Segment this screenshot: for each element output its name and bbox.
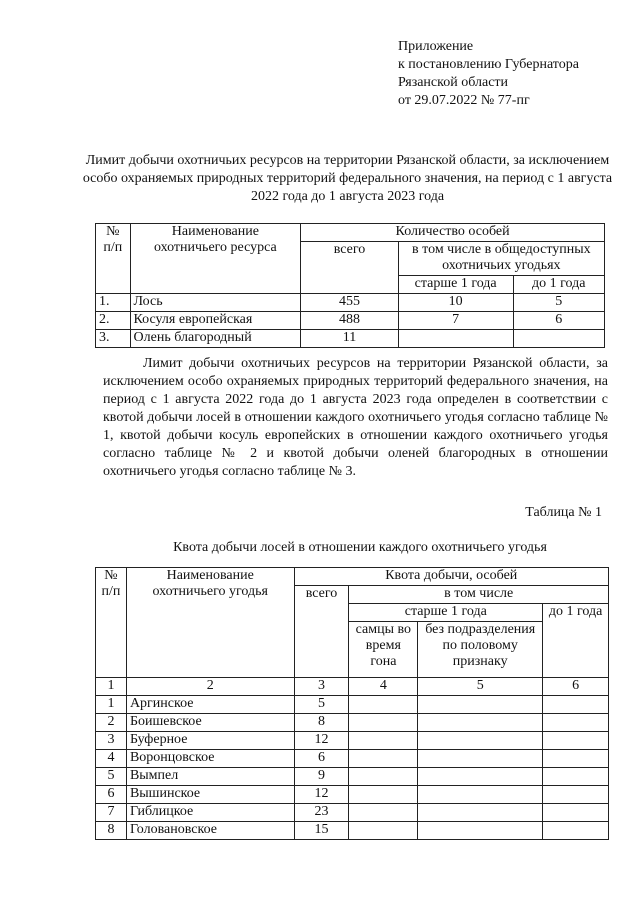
row-num: 4 [96,750,127,768]
row-cell [349,768,418,786]
row-older [398,330,513,348]
row-total: 488 [301,312,399,330]
row-name: Боишевское [126,714,294,732]
table-row [96,804,609,822]
row-cell [543,732,609,750]
table-row [96,732,609,750]
quota-table [95,567,609,840]
row-name: Воронцовское [126,750,294,768]
row-total: 12 [294,732,349,750]
col-number: 4 [349,678,418,696]
row-cell [418,786,543,804]
row-name: Вымпел [126,768,294,786]
row-cell [418,768,543,786]
header-under: до 1 года [543,604,609,678]
row-num: 5 [96,768,127,786]
header-under: до 1 года [513,276,604,294]
row-cell [349,714,418,732]
row-cell [349,696,418,714]
col-number: 2 [126,678,294,696]
col-number: 5 [418,678,543,696]
col-number: 3 [294,678,349,696]
limit-paragraph: Лимит добычи охотничьих ресурсов на территории Рязанской области, за исключением особо охраняемых природных территорий федерального значения, на период с 1 августа 2022 года до 1 августа 2023 года определен в соответствии с квотой добычи лосей в отношении каждого охотничьего угодья согласно таблице № 1, квотой добычи косуль европейских в отношении каждого охотничьего угодья согласно таблице № 2 и квотой добычи оленей благородных в отношении охотничьего угодья согласно таблице № 3. [103,356,608,479]
row-num: 1. [96,294,131,312]
row-total: 5 [294,696,349,714]
limit-title: Лимит добычи охотничьих ресурсов на территории Рязанской области, за исключением особо охраняемых природных территорий федерального значения, на период с 1 августа 2022 года до 1 августа 2023 года [82,153,613,204]
quota-title: Квота добычи лосей в отношении каждого охотничьего угодья [173,540,547,555]
row-total: 8 [294,714,349,732]
row-cell [349,822,418,840]
column-number-row [96,678,609,696]
table-label: Таблица № 1 [525,505,602,520]
appendix-line: Рязанской области [398,75,509,90]
table-row [96,294,605,312]
header-resource-name: Наименование охотничьего ресурса [130,224,301,294]
row-cell [543,804,609,822]
header-ground-name: Наименование охотничьего угодья [126,568,294,678]
header-older: старше 1 года [349,604,543,622]
row-cell [418,696,543,714]
row-num: 7 [96,804,127,822]
table-row [96,786,609,804]
row-num: 1 [96,696,127,714]
header-total: всего [301,242,399,294]
limit-table [95,223,605,348]
header-males-rut: самцы во время гона [349,622,418,678]
col-number: 1 [96,678,127,696]
table-row [96,312,605,330]
appendix-line: к постановлению Губернатора [398,57,579,72]
appendix-date: от 29.07.2022 № 77-пг [398,93,530,108]
row-total: 23 [294,804,349,822]
row-name: Косуля европейская [130,312,301,330]
appendix-block [398,38,579,110]
row-cell [543,750,609,768]
row-num: 6 [96,786,127,804]
header-no-sex: без подразделения по половому признаку [418,622,543,678]
row-cell [418,714,543,732]
row-num: 3. [96,330,131,348]
header-num: № п/п [96,224,131,294]
row-total: 12 [294,786,349,804]
row-total: 11 [301,330,399,348]
row-name: Головановское [126,822,294,840]
header-older: старше 1 года [398,276,513,294]
row-cell [349,732,418,750]
row-under: 5 [513,294,604,312]
row-num: 8 [96,822,127,840]
row-older: 7 [398,312,513,330]
row-cell [349,786,418,804]
header-num: № п/п [96,568,127,678]
table-row [96,696,609,714]
row-cell [543,786,609,804]
row-under [513,330,604,348]
row-num: 2. [96,312,131,330]
row-name: Вышинское [126,786,294,804]
table-row [96,714,609,732]
row-cell [418,822,543,840]
row-cell [543,768,609,786]
row-cell [349,804,418,822]
row-num: 2 [96,714,127,732]
row-cell [418,732,543,750]
row-under: 6 [513,312,604,330]
row-cell [543,822,609,840]
header-quota: Квота добычи, особей [294,568,608,586]
row-name: Лось [130,294,301,312]
row-name: Гиблицкое [126,804,294,822]
row-cell [543,714,609,732]
table-row [96,768,609,786]
header-public: в том числе в общедоступных охотничьих угодьях [398,242,604,276]
header-total: всего [294,586,349,678]
header-count: Количество особей [301,224,605,242]
row-cell [543,696,609,714]
row-total: 455 [301,294,399,312]
row-cell [418,804,543,822]
row-cell [418,750,543,768]
row-cell [349,750,418,768]
row-older: 10 [398,294,513,312]
row-name: Буферное [126,732,294,750]
table-row [96,330,605,348]
row-total: 9 [294,768,349,786]
row-total: 6 [294,750,349,768]
table-row [96,822,609,840]
table-row [96,750,609,768]
appendix-line: Приложение [398,39,474,54]
header-including: в том числе [349,586,609,604]
row-total: 15 [294,822,349,840]
row-name: Олень благородный [130,330,301,348]
col-number: 6 [543,678,609,696]
row-name: Аргинское [126,696,294,714]
row-num: 3 [96,732,127,750]
